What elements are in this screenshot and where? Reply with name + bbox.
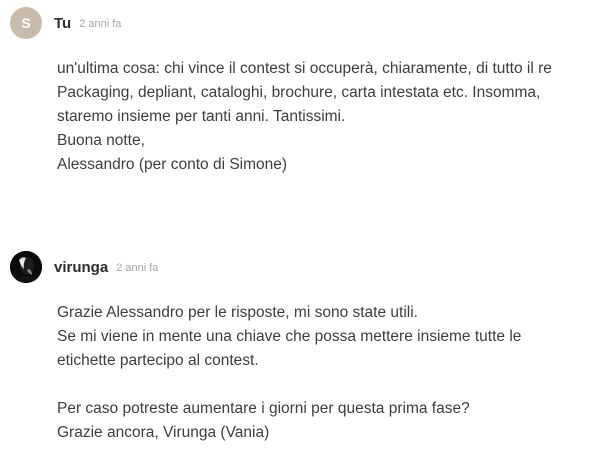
comment-timestamp[interactable]: 2 anni fa: [116, 262, 159, 274]
comment-text-line: un'ultima cosa: chi vince il contest si occuperà, chiaramente, di tutto il re: [57, 60, 552, 77]
comment-text-line: staremo insieme per tanti anni. Tantissimi.: [57, 108, 346, 125]
comment-author[interactable]: virunga: [54, 258, 109, 276]
comment-text-line: Packaging, depliant, cataloghi, brochure, carta intestata etc. Insomma,: [57, 84, 541, 101]
comment-timestamp[interactable]: 2 anni fa: [79, 18, 122, 30]
comment-text-line: Grazie ancora, Virunga (Vania): [57, 424, 270, 441]
comment-text-line: Se mi viene in mente una chiave che possa mettere insieme tutte le: [57, 328, 522, 345]
comment-text-line: Grazie Alessandro per le risposte, mi sono state utili.: [57, 304, 418, 321]
comment-header: [10, 250, 158, 284]
comment-author[interactable]: Tu: [54, 14, 72, 32]
avatar[interactable]: [10, 251, 42, 283]
paragraph-break: [57, 373, 600, 397]
comment-text-line: etichette partecipo al contest.: [57, 352, 259, 369]
comment-text-line: Buona notte,: [57, 132, 145, 149]
comment-body: [57, 301, 600, 445]
comment-body: [57, 57, 600, 177]
avatar[interactable]: S: [10, 7, 42, 39]
comment-header: [10, 6, 121, 40]
comment-text-line: Per caso potreste aumentare i giorni per questa prima fase?: [57, 400, 470, 417]
comment-text-line: Alessandro (per conto di Simone): [57, 156, 288, 173]
user-photo-icon: [10, 251, 42, 283]
